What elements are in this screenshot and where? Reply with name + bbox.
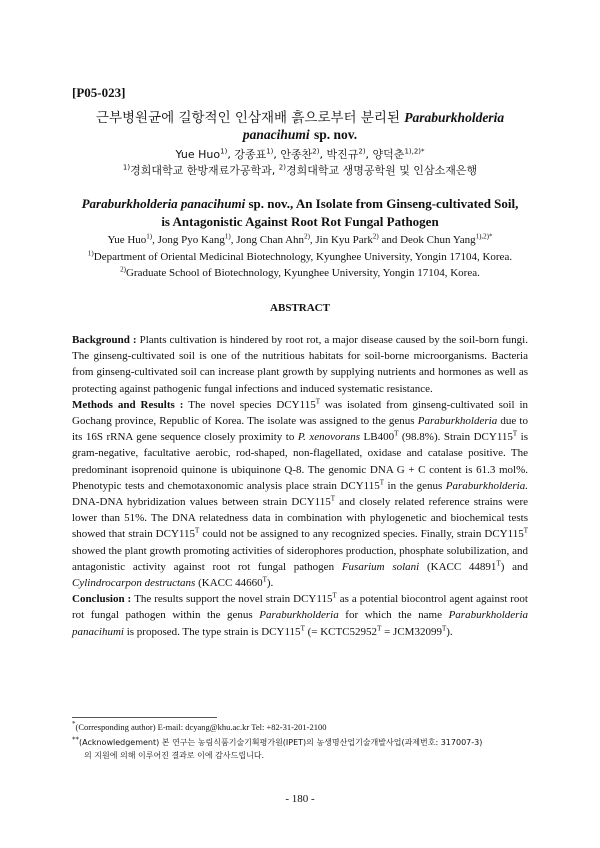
korean-author: 안종찬$^{2)}$, [280, 147, 327, 161]
english-author: Jong Pyo Kang$^{1)}$, [157, 232, 237, 246]
english-author: Jong Chan Ahn$^{2)}$, [236, 232, 316, 246]
english-title-line1: Paraburkholderia panacihumi sp. nov., An Isolate from Ginseng-cultivated Soil, [81, 196, 519, 211]
footnote-divider [72, 717, 217, 718]
conclusion-paragraph: Conclusion : The results support the novel strain $DCY115^T$ as a potential biocontrol agent against root rot fungal pathogen within the genus Paraburkholderia for which the name Paraburkholderia panacihumi is proposed. The type strain is $DCY115^T$ (= $KCTC52952^T = JCM32099^T$). [72, 591, 529, 638]
english-author: Jin Kyu Park$^{2)}$ and [315, 232, 401, 246]
korean-title-suffix: sp. nov. [313, 127, 358, 142]
korean-title-line2 [72, 127, 528, 143]
paper-code: [P05-023] [72, 85, 126, 100]
korean-title-line1 [72, 106, 528, 126]
english-authors [60, 234, 540, 246]
page-number: - 180 - [285, 793, 315, 805]
korean-title-genus: Paraburkholderia [404, 110, 505, 125]
korean-title-text: 근부병원균에 길항적인 인삼재배 흙으로부터 분리된 [95, 110, 400, 126]
english-author: Yue Huo$^{1)}$, [107, 232, 158, 246]
korean-author: Yue Huo$^{1)}$, [175, 147, 235, 161]
abstract-heading: ABSTRACT [270, 302, 330, 314]
footnote-corresponding: *(Corresponding author) E-mail: dcyang@khu.ac.kr Tel: +82-31-201-2100 [72, 720, 327, 732]
english-author: Deok Chun Yang$^{1),2)*}$ [400, 232, 493, 246]
english-affiliation-2: $^{2)}$Graduate School of Biotechnology, Kyunghee University, Yongin 17104, Korea. [120, 265, 480, 279]
korean-affiliations: $^{1)}$경희대학교 한방재료가공학과, $^{2)}$경희대학교 생명공학원 및 인삼소재은행 [122, 163, 478, 177]
english-affiliation-1: $^{1)}$Department of Oriental Medicinal Biotechnology, Kyunghee University, Yongin 17104, Korea. [87, 249, 513, 263]
footnote-acknowledgement-line2: 의 지원에 의해 이루어진 결과로 이에 감사드립니다. [84, 751, 265, 760]
english-title-line2: is Antagonistic Against Root Rot Fungal Pathogen [161, 214, 439, 229]
korean-authors [60, 146, 540, 162]
korean-author: 박진규$^{2)}$, [326, 147, 373, 161]
methods-paragraph: Methods and Results : The novel species $DCY115^T$ was isolated from ginseng-cultivated soil in Gochang province, Republic of Korea. The isolate was assigned to the genus Paraburkholderia due to its 16S rRNA gene sequence closely proximity to P. xenovorans $LB400^T$ (98.8%). Strain $DCY115^T$ is gram-negative, facultative aerobic, rod-shaped, non-flagellated, oxidase and catalase positive. The predominant isoprenoid quinone is ubiquinone Q-8. The genomic DNA G + C content is 61.3 mol%. Phenotypic tests and chemotaxonomic analysis place strain $DCY115^T$ in the genus Paraburkholderia. DNA-DNA hybridization values between strain $DCY115^T$ and closely related reference strains were lower than 51%. The DNA relatedness data in combination with phylogenetic and biochemical tests showed that strain $DCY115^T$ could not be assigned to any recognized species. Finally, strain $DCY115^T$ showed the plant growth promoting activities of siderophores production, phosphate solubilization, and antagonistic activity against root rot fungal pathogen Fusarium solani (KACC $44891^T$) and Cylindrocarpon destructans (KACC $44660^T$). [72, 397, 529, 590]
korean-author: 양덕춘$^{1),2)*}$ [372, 147, 425, 161]
korean-title-species: panacihumi [242, 127, 310, 142]
korean-author: 강종표$^{1)}$, [234, 147, 281, 161]
background-paragraph: Background : Plants cultivation is hindered by root rot, a major disease caused by the soil-born fungi. The ginseng-cultivated soil is one of the nutritious habitats for soil-borne microorganisms. Bacteria from ginseng-cultivated soil can increase plant growth by supplying nutrients and hormones as well as protecting against pathogenic fungal infections and induced systematic resistance. [72, 334, 528, 395]
abstract-body [72, 332, 528, 640]
footnote-acknowledgement: **(Acknowledgement) 본 연구는 농림식품기술기획평가원(IPET)의 농생명산업기술개발사업(과제번호: 317007-3) [72, 735, 483, 747]
